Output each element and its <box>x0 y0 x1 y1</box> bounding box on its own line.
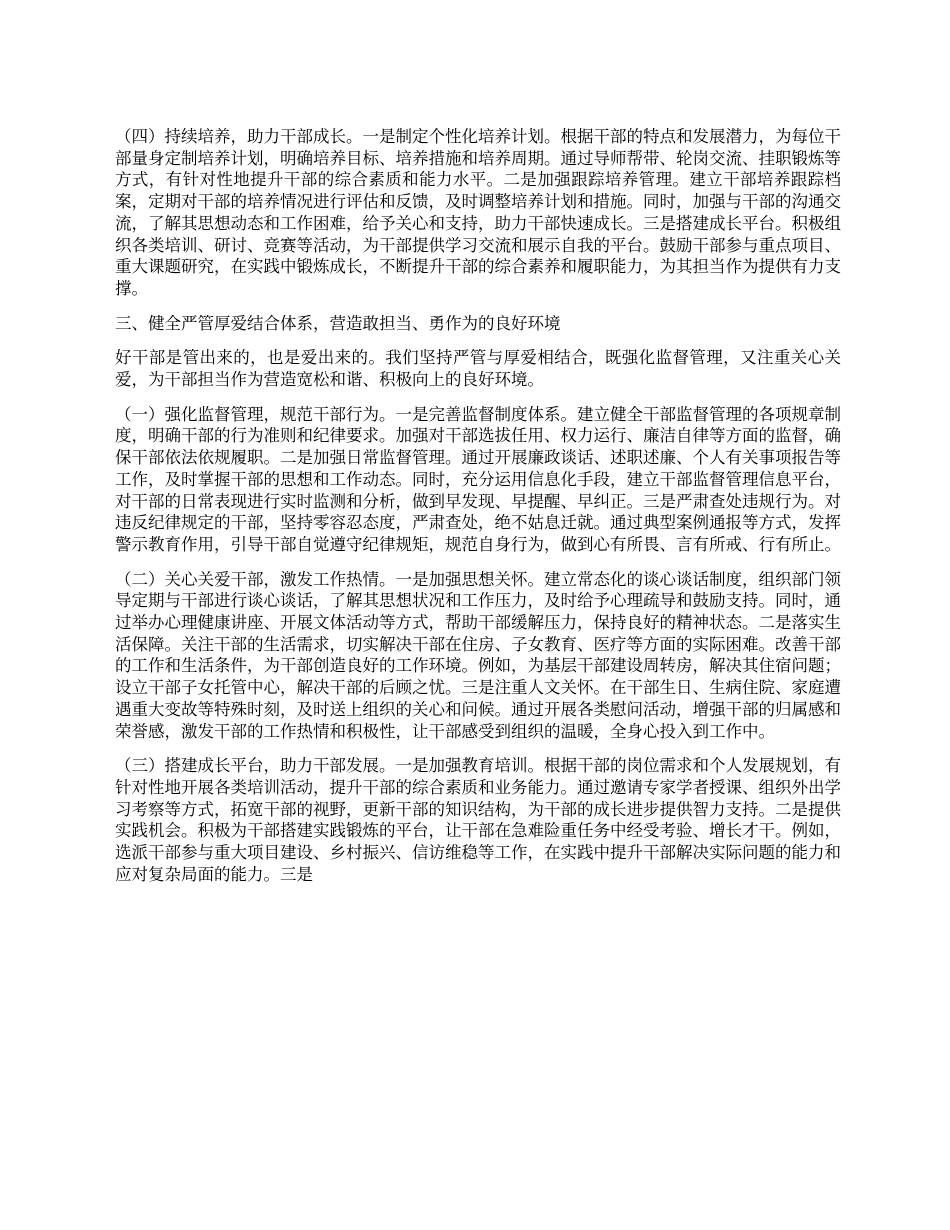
paragraph-care: （二）关心关爱干部，激发工作热情。一是加强思想关怀。建立常态化的谈心谈话制度，组织部门领导定期与干部进行谈心谈话，了解其思想状况和工作压力，及时给予心理疏导和鼓励支持。同时，通过举办心理健康讲座、开展文体活动等方式，帮助干部缓解压力，保持良好的精神状态。二是落实生活保障。关注干部的生活需求，切实解决干部在住房、子女教育、医疗等方面的实际困难。改善干部的工作和生活条件，为干部创造良好的工作环境。例如，为基层干部建设周转房，解决其住宿问题；设立干部子女托管中心，解决干部的后顾之忧。三是注重人文关怀。在干部生日、生病住院、家庭遭遇重大变故等特殊时刻，及时送上组织的关心和问候。通过开展各类慰问活动，增强干部的归属感和荣誉感，激发干部的工作热情和积极性，让干部感受到组织的温暖，全身心投入到工作中。 <box>115 569 841 741</box>
paragraph-cultivation: （四）持续培养，助力干部成长。一是制定个性化培养计划。根据干部的特点和发展潜力，为每位干部量身定制培养计划，明确培养目标、培养措施和培养周期。通过导师帮带、轮岗交流、挂职锻炼等方式，有针对性地提升干部的综合素质和能力水平。二是加强跟踪培养管理。建立干部培养跟踪档案，定期对干部的培养情况进行评估和反馈，及时调整培养计划和措施。同时，加强与干部的沟通交流，了解其思想动态和工作困难，给予关心和支持，助力干部快速成长。三是搭建成长平台。积极组织各类培训、研讨、竞赛等活动，为干部提供学习交流和展示自我的平台。鼓励干部参与重点项目、重大课题研究，在实践中锻炼成长，不断提升干部的综合素养和履职能力，为其担当作为提供有力支撑。 <box>115 127 841 298</box>
paragraph-supervision: （一）强化监督管理，规范干部行为。一是完善监督制度体系。建立健全干部监督管理的各项规章制度，明确干部的行为准则和纪律要求。加强对干部选拔任用、权力运行、廉洁自律等方面的监督，确保干部依法依规履职。二是加强日常监督管理。通过开展廉政谈话、述职述廉、个人有关事项报告等工作，及时掌握干部的思想和工作动态。同时，充分运用信息化手段，建立干部监督管理信息平台，对干部的日常表现进行实时监测和分析，做到早发现、早提醒、早纠正。三是严肃查处违规行为。对违反纪律规定的干部，坚持零容忍态度，严肃查处，绝不姑息迁就。通过典型案例通报等方式，发挥警示教育作用，引导干部自觉遵守纪律规矩，规范自身行为，做到心有所畏、言有所戒、行有所止。 <box>115 404 841 554</box>
paragraph-growth-platform: （三）搭建成长平台，助力干部发展。一是加强教育培训。根据干部的岗位需求和个人发展规划，有针对性地开展各类培训活动，提升干部的综合素质和业务能力。通过邀请专家学者授课、组织外出学习考察等方式，拓宽干部的视野，更新干部的知识结构，为干部的成长进步提供智力支持。二是提供实践机会。积极为干部搭建实践锻炼的平台，让干部在急难险重任务中经受考验、增长才干。例如，选派干部参与重大项目建设、乡村振兴、信访维稳等工作，在实践中提升干部解决实际问题的能力和应对复杂局面的能力。三是 <box>115 756 841 884</box>
paragraph-intro: 好干部是管出来的，也是爱出来的。我们坚持严管与厚爱相结合，既强化监督管理，又注重关心关爱，为干部担当作为营造宽松和谐、积极向上的良好环境。 <box>115 348 841 390</box>
document-page <box>115 126 841 899</box>
section-heading-three: 三、健全严管厚爱结合体系，营造敢担当、勇作为的良好环境 <box>115 313 561 333</box>
